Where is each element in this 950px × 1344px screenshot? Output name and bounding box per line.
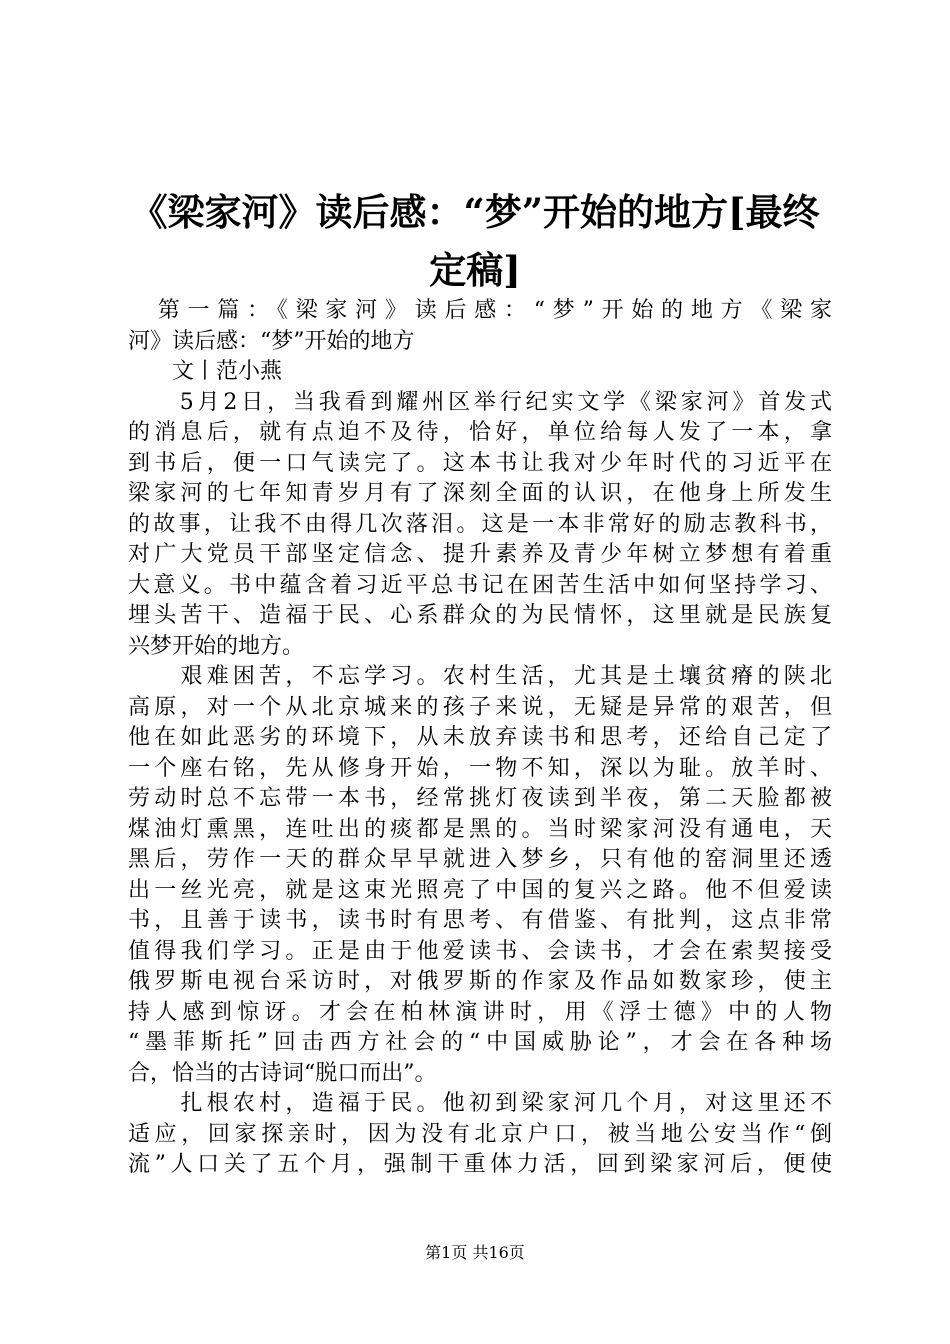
body-text-line: 适应，回家探亲时，因为没有北京户口，被当地公安当作“倒 <box>128 1121 832 1147</box>
body-text-line: 书，且善于读书，读书时有思考、有借鉴、有批判，这点非常 <box>128 908 832 933</box>
body-text-line: 5月2日，当我看到耀州区举行纪实文学《梁家河》首发式 <box>128 389 832 415</box>
document-title-line-2: 定稿] <box>429 248 521 292</box>
body-text-line: 的消息后，就有点迫不及待，恰好，单位给每人发了一本，拿 <box>128 420 832 445</box>
document-body <box>128 296 832 1181</box>
body-text-line: 梁家河的七年知青岁月有了深刻全面的认识，在他身上所发生 <box>128 481 832 506</box>
body-text-line: 煤油灯熏黑，连吐出的痰都是黑的。当时梁家河没有通电，天 <box>128 816 832 842</box>
body-text-line: 劳动时总不忘带一本书，经常挑灯夜读到半夜，第二天脸都被 <box>128 786 832 811</box>
body-text-line: 值得我们学习。正是由于他爱读书、会读书，才会在索契接受 <box>128 938 832 964</box>
page-footer: 第1页 共16页 <box>425 1243 525 1262</box>
body-text-line: 俄罗斯电视台采访时，对俄罗斯的作家及作品如数家珍，使主 <box>128 969 832 994</box>
document-title-line-1: 《梁家河》读后感：“梦”开始的地方[最终 <box>130 190 820 234</box>
body-text-line: 对广大党员干部坚定信念、提升素养及青少年树立梦想有着重 <box>128 542 832 567</box>
body-text-line: 他在如此恶劣的环境下，从未放弃读书和思考，还给自己定了 <box>128 725 832 750</box>
body-text-line: 扎根农村，造福于民。他初到梁家河几个月，对这里还不 <box>128 1091 832 1116</box>
body-text-line: “墨菲斯托”回击西方社会的“中国威胁论”，才会在各种场 <box>128 1030 832 1055</box>
body-text-line: 艰难困苦，不忘学习。农村生活，尤其是土壤贫瘠的陕北 <box>128 664 832 689</box>
body-text-line: 合，恰当的古诗词“脱口而出”。 <box>128 1060 437 1086</box>
body-text-line: 流”人口关了五个月，强制干重体力活，回到梁家河后，便使 <box>128 1152 832 1177</box>
body-text-line: 第一篇：《梁家河》读后感：“梦”开始的地方《梁家 <box>128 298 832 323</box>
body-text-line: 黑后，劳作一天的群众早早就进入梦乡，只有他的窑洞里还透 <box>128 847 832 872</box>
body-text-line: 高原，对一个从北京城来的孩子来说，无疑是异常的艰苦，但 <box>128 694 832 720</box>
body-text-line: 兴梦开始的地方。 <box>128 633 305 659</box>
body-text-line: 持人感到惊讶。才会在柏林演讲时，用《浮士德》中的人物 <box>128 999 832 1025</box>
body-text-line: 的故事，让我不由得几次落泪。这是一本非常好的励志教科书， <box>128 511 832 537</box>
body-text-line: 到书后，便一口气读完了。这本书让我对少年时代的习近平在 <box>128 450 832 476</box>
body-text-line: 河》读后感：“梦”开始的地方 <box>128 328 415 354</box>
body-text-line: 一个座右铭，先从修身开始，一物不知，深以为耻。放羊时、 <box>128 755 832 781</box>
body-text-line: 出一丝光亮，就是这束光照亮了中国的复兴之路。他不但爱读 <box>128 877 832 903</box>
body-text-line: 埋头苦干、造福于民、心系群众的为民情怀，这里就是民族复 <box>128 603 832 628</box>
body-text-line: 文丨范小燕 <box>128 359 283 384</box>
body-text-line: 大意义。书中蕴含着习近平总书记在困苦生活中如何坚持学习、 <box>128 572 832 598</box>
